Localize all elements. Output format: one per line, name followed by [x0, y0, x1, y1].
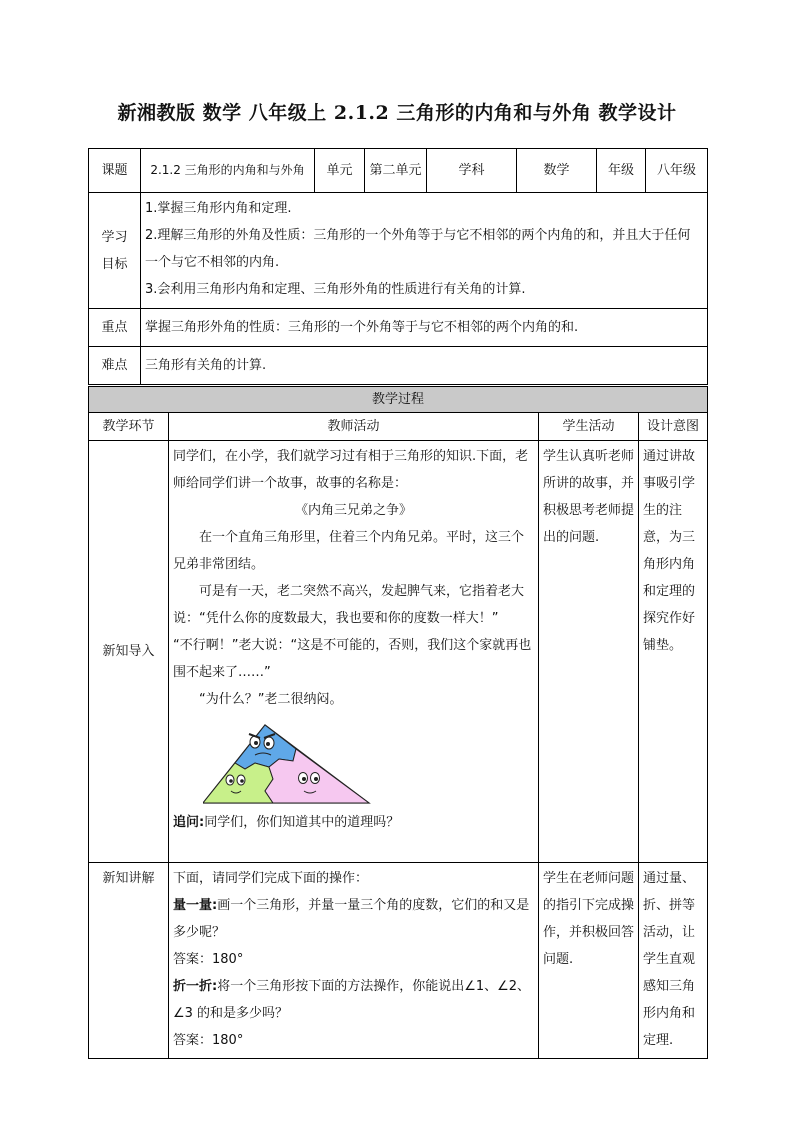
explain-fold	[173, 973, 534, 1027]
intro-paragraph-5: “为什么？”老二很纳闷。	[199, 692, 343, 707]
subject-value: 数学	[517, 149, 597, 193]
explain-paragraph-1: 下面，请同学们完成下面的操作：	[173, 871, 369, 886]
unit-label: 单元	[315, 149, 365, 193]
document-title: 新湘教版 数学 八年级上 2.1.2 三角形的内角和与外角 教学设计	[117, 102, 677, 124]
intro-student: 学生认真听老师所讲的故事，并积极思考老师提出的问题.	[539, 441, 639, 863]
explain-intent: 通过量、折、拼等活动，让学生直观感知三角形内角和定理.	[639, 863, 708, 1059]
explain-answer-2: 答案：180°	[173, 1033, 244, 1048]
process-title: 教学过程	[89, 387, 708, 413]
goals-label-line1: 学习	[101, 229, 128, 245]
goal-item-1: 1.掌握三角形内角和定理.	[145, 201, 292, 216]
grade-label: 年级	[597, 149, 646, 193]
grade-value: 八年级	[646, 149, 708, 193]
goal-item-3: 3.会利用三角形内角和定理、三角形外角的性质进行有关角的计算.	[145, 282, 526, 297]
col-intent: 设计意图	[639, 413, 708, 441]
explain-student: 学生在老师问题的指引下完成操作，并积极回答问题.	[539, 863, 639, 1059]
col-student: 学生活动	[539, 413, 639, 441]
difficulty-text: 三角形有关角的计算.	[141, 347, 708, 385]
explain-answer-1: 答案：180°	[173, 952, 244, 967]
intro-question	[173, 809, 534, 836]
intro-paragraph-4: “不行啊！”老大说：“这是不可能的，否则，我们这个家就再也围不起来了……”	[173, 638, 532, 680]
process-table	[88, 386, 708, 1059]
col-stage: 教学环节	[89, 413, 169, 441]
goal-item-2: 2.理解三角形的外角及性质：三角形的一个外角等于与它不相邻的两个内角的和，并且大于任何一个与它不相邻的内角.	[145, 228, 691, 270]
intro-teacher	[169, 441, 539, 863]
explain-stage: 新知讲解	[89, 863, 169, 1059]
explain-measure	[173, 892, 534, 946]
info-table	[88, 148, 708, 385]
key-point-label: 重点	[89, 309, 141, 347]
difficulty-label: 难点	[89, 347, 141, 385]
col-teacher: 教师活动	[169, 413, 539, 441]
intro-paragraph-1: 同学们，在小学，我们就学习过有相于三角形的知识.下面，老师给同学们讲一个故事，故事的名称是：	[173, 449, 529, 491]
question-label: 追问:	[173, 815, 205, 830]
topic-value: 2.1.2 三角形的内角和与外角	[141, 149, 315, 193]
intro-paragraph-2: 在一个直角三角形里，住着三个内角兄弟。平时，这三个兄弟非常团结。	[173, 530, 525, 572]
explain-teacher	[169, 863, 539, 1059]
key-point-text: 掌握三角形外角的性质：三角形的一个外角等于与它不相邻的两个内角的和.	[141, 309, 708, 347]
goals-label-line2: 目标	[101, 256, 128, 272]
goals-content	[141, 193, 708, 309]
fold-text: 将一个三角形按下面的方法操作，你能说出∠1、∠2、∠3 的和是多少吗？	[173, 979, 531, 1021]
intro-stage: 新知导入	[89, 441, 169, 863]
fold-label: 折一折:	[173, 979, 218, 994]
question-text: 同学们，你们知道其中的道理吗？	[204, 815, 400, 830]
unit-value: 第二单元	[365, 149, 427, 193]
topic-label: 课题	[89, 149, 141, 193]
goals-label	[89, 193, 141, 309]
triangle-brothers-illustration	[203, 719, 373, 807]
subject-label: 学科	[427, 149, 517, 193]
measure-label: 量一量:	[173, 898, 218, 913]
intro-story-title: 《内角三兄弟之争》	[294, 503, 412, 518]
intro-paragraph-3: 可是有一天，老二突然不高兴，发起脾气来，它指着老大说：“凭什么你的度数最大，我也要和你的度数一样大！”	[173, 584, 525, 626]
intro-intent: 通过讲故事吸引学生的注意，为三角形内角和定理的探究作好铺垫。	[639, 441, 708, 863]
measure-text: 画一个三角形，并量一量三个角的度数，它们的和又是多少呢？	[173, 898, 530, 940]
